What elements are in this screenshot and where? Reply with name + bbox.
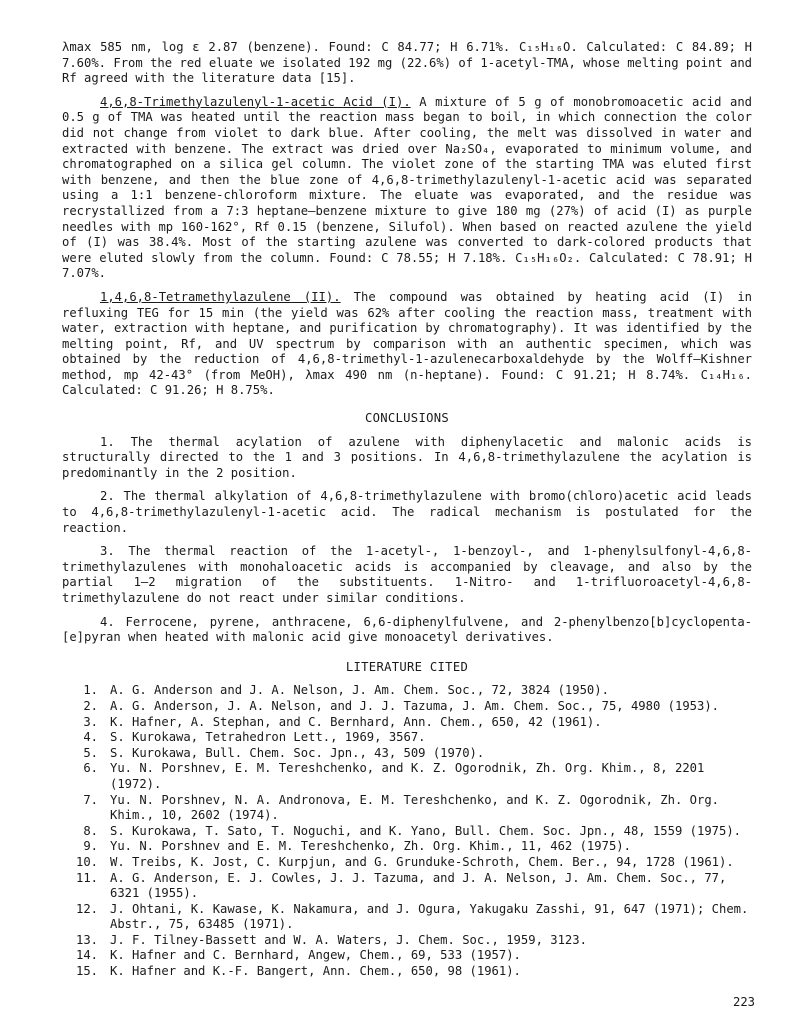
reference-number: 4. (83, 730, 98, 745)
reference-item (62, 761, 752, 792)
reference-item (62, 746, 752, 762)
reference-text: K. Hafner and C. Bernhard, Angew, Chem., 69, 533 (1957). (110, 948, 521, 963)
reference-number: 6. (83, 761, 98, 776)
paragraph-continuation: λmax 585 nm, log ε 2.87 (benzene). Found: C 84.77; H 6.71%. C₁₅H₁₆O. Calculated: C 84.89; H 7.60%. From the red eluate we isolated 192 mg (22.6%) of 1-acetyl-TMA, whose melting point and Rf agreed with the literature data [15]. (62, 40, 752, 86)
reference-item (62, 730, 752, 746)
reference-text: J. F. Tilney-Bassett and W. A. Waters, J. Chem. Soc., 1959, 3123. (110, 932, 587, 947)
reference-number: 1. (83, 683, 98, 698)
reference-item (62, 871, 752, 902)
reference-number: 14. (75, 948, 98, 963)
reference-text: K. Hafner, A. Stephan, and C. Bernhard, Ann. Chem., 650, 42 (1961). (110, 714, 602, 729)
reference-number: 7. (83, 792, 98, 807)
section-title-acid-i: 4,6,8-Trimethylazulenyl-1-acetic Acid (I). (100, 94, 411, 109)
paragraph-acid-i (62, 95, 752, 282)
reference-text: Yu. N. Porshnev and E. M. Tereshchenko, Zh. Org. Khim., 11, 462 (1975). (110, 839, 631, 854)
reference-text: Yu. N. Porshnev, E. M. Tereshchenko, and K. Z. Ogorodnik, Zh. Org. Khim., 8, 2201 (1972). (110, 761, 705, 791)
reference-item (62, 948, 752, 964)
paragraph-tetramethylazulene (62, 290, 752, 399)
reference-item (62, 699, 752, 715)
conclusion-item: 1. The thermal acylation of azulene with diphenylacetic and malonic acids is structurally directed to the 1 and 3 positions. In 4,6,8-trimethylazulene the acylation is predominantly in the 2 position. (62, 434, 752, 480)
reference-item (62, 839, 752, 855)
page-number: 223 (732, 995, 755, 1009)
reference-number: 9. (83, 839, 98, 854)
reference-text: K. Hafner and K.-F. Bangert, Ann. Chem., 650, 98 (1961). (110, 964, 521, 979)
reference-item (62, 793, 752, 824)
section-title-tetramethylazulene: 1,4,6,8-Tetramethylazulene (II). (100, 289, 341, 304)
reference-number: 12. (75, 901, 98, 916)
conclusion-item: 2. The thermal alkylation of 4,6,8-trimethylazulene with bromo(chloro)acetic acid leads to 4,6,8-trimethylazulenyl-1-acetic acid. The radical mechanism is postulated for the reaction. (62, 489, 752, 535)
reference-number: 10. (75, 854, 98, 869)
reference-number: 15. (75, 964, 98, 979)
reference-text: A. G. Anderson and J. A. Nelson, J. Am. Chem. Soc., 72, 3824 (1950). (110, 683, 609, 698)
reference-list (62, 683, 752, 979)
reference-number: 3. (83, 714, 98, 729)
reference-item (62, 964, 752, 980)
conclusion-item: 3. The thermal reaction of the 1-acetyl-, 1-benzoyl-, and 1-phenylsulfonyl-4,6,8-trimethylazulenes with monohaloacetic acids is accompanied by cleavage, and also by the partial 1—2 migration of the substituents. 1-Nitro- and 1-trifluoroacetyl-4,6,8-trimethylazulene do not react under similar conditions. (62, 544, 752, 605)
paper-page (62, 40, 752, 980)
paragraph-acid-i-text: A mixture of 5 g of monobromoacetic acid and 0.5 g of TMA was heated until the reaction mass began to boil, in which connection the color did not change from violet to dark blue. After cooling, the melt was dissolved in water and extracted with benzene. The extract was dried over Na₂SO₄, evaporated to minimum volume, and chromatographed on a silica gel column. The violet zone of the starting TMA was eluted first with benzene, and then the blue zone of 4,6,8-trimethylazulenyl-1-acetic acid was separated using a 1:1 benzene-chloroform mixture. The eluate was evaporated, and the residue was recrystallized from a 7:3 heptane—benzene mixture to give 180 mg (27%) of acid (I) as purple needles with mp 160-162°, Rf 0.15 (benzene, Silufol). When based on reacted azulene the yield of (I) was 38.4%. Most of the starting azulene was converted to dark-colored products that were eluted slowly from the column. Found: C 78.55; H 7.18%. C₁₅H₁₆O₂. Calculated: C 78.91; H 7.07%. (62, 94, 752, 281)
reference-item (62, 715, 752, 731)
reference-item (62, 855, 752, 871)
literature-heading: LITERATURE CITED (345, 659, 469, 674)
reference-item (62, 683, 752, 699)
reference-item (62, 933, 752, 949)
reference-number: 5. (83, 745, 98, 760)
paragraph-tetramethylazulene-text: The compound was obtained by heating acid (I) in refluxing TEG for 15 min (the yield was 62% after cooling the reaction mass, treatment with water, extraction with heptane, and purification by chromatography). It was identified by the melting point, Rf, and UV spectrum by comparison with an authentic specimen, which was obtained by the reduction of 4,6,8-trimethyl-1-azulenecarboxaldehyde by the Wolff—Kishner method, mp 42-43° (from MeOH), λmax 490 nm (n-heptane). Found: C 91.21; H 8.74%. C₁₄H₁₆. Calculated: C 91.26; H 8.75%. (62, 289, 752, 398)
reference-number: 13. (75, 932, 98, 947)
conclusion-item: 4. Ferrocene, pyrene, anthracene, 6,6-diphenylfulvene, and 2-phenylbenzo[b]cyclopenta-[e]pyran when heated with malonic acid give monoacetyl derivatives. (62, 614, 752, 645)
reference-text: A. G. Anderson, J. A. Nelson, and J. J. Tazuma, J. Am. Chem. Soc., 75, 4980 (1953). (110, 698, 720, 713)
reference-text: S. Kurokawa, Tetrahedron Lett., 1969, 3567. (110, 730, 426, 745)
conclusions-heading: CONCLUSIONS (364, 411, 449, 426)
reference-text: S. Kurokawa, Bull. Chem. Soc. Jpn., 43, 509 (1970). (110, 745, 485, 760)
reference-text: S. Kurokawa, T. Sato, T. Noguchi, and K. Yano, Bull. Chem. Soc. Jpn., 48, 1559 (1975). (110, 823, 742, 838)
reference-item (62, 902, 752, 933)
reference-item (62, 824, 752, 840)
reference-text: W. Treibs, K. Jost, C. Kurpjun, and G. Grunduke-Schroth, Chem. Ber., 94, 1728 (1961). (110, 854, 734, 869)
reference-number: 11. (75, 870, 98, 885)
reference-number: 8. (83, 823, 98, 838)
reference-text: J. Ohtani, K. Kawase, K. Nakamura, and J. Ogura, Yakugaku Zasshi, 91, 647 (1971); Chem. Abstr., 75, 63485 (1971). (110, 901, 749, 932)
reference-number: 2. (83, 698, 98, 713)
reference-text: Yu. N. Porshnev, N. A. Andronova, E. M. Tereshchenko, and K. Z. Ogorodnik, Zh. Org. Khim., 10, 2602 (1974). (110, 792, 720, 823)
reference-text: A. G. Anderson, E. J. Cowles, J. J. Tazuma, and J. A. Nelson, J. Am. Chem. Soc., 77, 6321 (1955). (110, 870, 727, 901)
